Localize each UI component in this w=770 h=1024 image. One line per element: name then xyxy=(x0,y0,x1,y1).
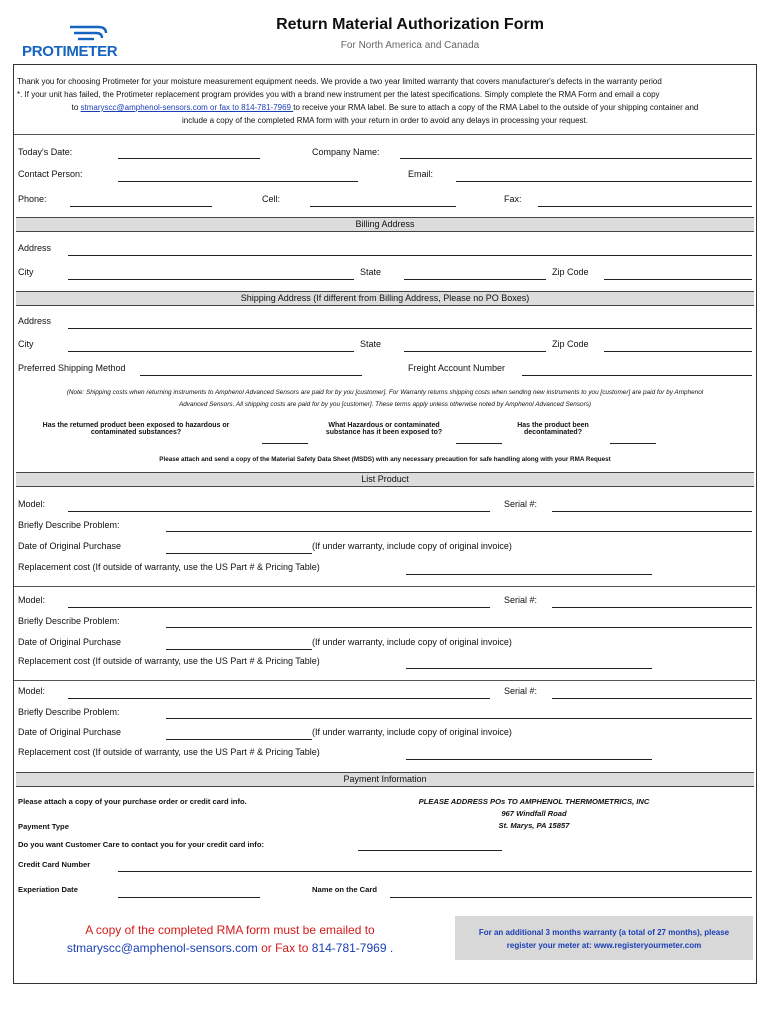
freight-account-label: Freight Account Number xyxy=(408,363,506,373)
shipping-state-label: State xyxy=(360,339,382,349)
billing-city-field[interactable] xyxy=(68,279,354,280)
product-1-warranty-note: (If under warranty, include copy of original invoice) xyxy=(312,541,512,551)
hazard-answer-3[interactable] xyxy=(610,443,656,444)
billing-state-field[interactable] xyxy=(404,279,546,280)
billing-zip-field[interactable] xyxy=(604,279,752,280)
product-1-serial-field[interactable] xyxy=(552,511,752,512)
name-on-card-field[interactable] xyxy=(390,897,752,898)
register-meter-link[interactable]: register your meter at: www.registeryourmeter.com xyxy=(506,941,702,950)
freight-account-field[interactable] xyxy=(522,375,752,376)
rma-email-link[interactable]: stmaryscc@amphenol-sensors.com xyxy=(66,941,258,955)
logo-text: PROTIMETER xyxy=(22,43,118,60)
shipping-city-field[interactable] xyxy=(68,351,354,352)
product-3-replacement-field[interactable] xyxy=(406,759,652,760)
hazard-answer-1[interactable] xyxy=(262,443,308,444)
shipping-zip-label: Zip Code xyxy=(552,339,589,349)
intro-line-2: *. If your unit has failed, the Protimeter replacement program provides you with a brand new instrument per the latest specifications. Simply complete the RMA Form and email a copy xyxy=(17,90,660,99)
billing-zip-label: Zip Code xyxy=(552,267,589,277)
hazard-question-2: What Hazardous or contaminated substance has it been exposed to? xyxy=(325,422,443,436)
product-2-problem-label: Briefly Describe Problem: xyxy=(18,616,120,626)
hazard-answer-2[interactable] xyxy=(456,443,502,444)
billing-heading: Billing Address xyxy=(16,217,754,232)
product-3-problem-field[interactable] xyxy=(166,718,752,719)
product-1-problem-label: Briefly Describe Problem: xyxy=(18,520,120,530)
card-number-field[interactable] xyxy=(118,871,752,872)
product-1-replacement-label: Replacement cost (If outside of warranty, use the US Part # & Pricing Table) xyxy=(18,562,320,572)
fax-field[interactable] xyxy=(538,206,752,207)
product-2-purchase-field[interactable] xyxy=(166,649,312,650)
shipping-method-field[interactable] xyxy=(140,375,362,376)
shipping-heading: Shipping Address (If different from Billing Address, Please no PO Boxes) xyxy=(16,291,754,306)
hazard-question-3: Has the product been decontaminated? xyxy=(517,422,589,436)
product-2-replacement-label: Replacement cost (If outside of warranty, use the US Part # & Pricing Table) xyxy=(18,656,320,666)
intro-line-3: to stmaryscc@amphenol-sensors.com or fax to 814-781-7969 to receive your RMA label. Be sure to attach a copy of the RMA Label to the outside of your shipping container and xyxy=(71,103,699,112)
company-name-label: Company Name: xyxy=(312,147,380,157)
product-3-serial-label: Serial #: xyxy=(504,686,538,696)
todays-date-field[interactable] xyxy=(118,158,260,159)
product-2-warranty-note: (If under warranty, include copy of original invoice) xyxy=(312,637,512,647)
msds-note: Please attach and send a copy of the Material Safety Data Sheet (MSDS) with any necessary precaution for safe handling along with your RMA Request xyxy=(159,456,611,463)
product-3-purchase-label: Date of Original Purchase xyxy=(18,727,122,737)
product-2-problem-field[interactable] xyxy=(166,627,752,628)
company-name-field[interactable] xyxy=(400,158,752,159)
todays-date-label: Today's Date: xyxy=(18,147,73,157)
contact-person-label: Contact Person: xyxy=(18,169,83,179)
hazard-question-1: Has the returned product been exposed to hazardous or contaminated substances? xyxy=(42,422,230,436)
shipping-city-label: City xyxy=(18,339,34,349)
expiration-date-field[interactable] xyxy=(118,897,260,898)
expiration-date-label: Experiation Date xyxy=(18,885,78,894)
email-label: Email: xyxy=(408,169,434,179)
product-1-model-field[interactable] xyxy=(68,511,490,512)
protimeter-swoosh-icon xyxy=(68,24,108,42)
contact-person-field[interactable] xyxy=(118,181,358,182)
warranty-extension-box: For an additional 3 months warranty (a total of 27 months), please register your meter at: www.registeryourmeter.com xyxy=(455,916,753,960)
product-2-purchase-label: Date of Original Purchase xyxy=(18,637,122,647)
product-3-replacement-label: Replacement cost (If outside of warranty, use the US Part # & Pricing Table) xyxy=(18,747,320,757)
product-3-model-field[interactable] xyxy=(68,698,490,699)
product-1-model-label: Model: xyxy=(18,499,46,509)
product-1-problem-field[interactable] xyxy=(166,531,752,532)
rma-fax-number: 814-781-7969 . xyxy=(311,941,394,955)
list-product-heading: List Product xyxy=(16,472,754,487)
product-1-purchase-label: Date of Original Purchase xyxy=(18,541,122,551)
shipping-note-line-1: (Note: Shipping costs when returning instruments to Amphenol Advanced Sensors are paid for by you [customer]. For Warranty returns shipping costs when sending new instruments to you [customer] are paid for by Amphenol xyxy=(66,389,704,396)
email-fax-link[interactable]: stmaryscc@amphenol-sensors.com or fax to 814-781-7969 xyxy=(80,103,294,112)
product-2-model-label: Model: xyxy=(18,595,46,605)
card-number-label: Credit Card Number xyxy=(18,860,91,869)
logo xyxy=(22,22,122,64)
product-3-model-label: Model: xyxy=(18,686,46,696)
customer-care-field[interactable] xyxy=(358,850,502,851)
product-3-problem-label: Briefly Describe Problem: xyxy=(18,707,120,717)
product-1-replacement-field[interactable] xyxy=(406,574,652,575)
intro-line-1: Thank you for choosing Protimeter for your moisture measurement equipment needs. We provide a two year limited warranty that covers manufacturer's defects in the warranty period xyxy=(17,77,662,86)
fax-label: Fax: xyxy=(504,194,522,204)
billing-city-label: City xyxy=(18,267,34,277)
email-reminder: A copy of the completed RMA form must be emailed to stmaryscc@amphenol-sensors.com or Fax to 814-781-7969 . xyxy=(66,923,394,955)
shipping-note-line-2: Advanced Sensors. All shipping costs are paid for by you [customer]. These terms apply unless otherwise noted by Amphenol Advanced Sensors) xyxy=(178,401,592,408)
product-2-model-field[interactable] xyxy=(68,607,490,608)
product-2-serial-field[interactable] xyxy=(552,607,752,608)
shipping-method-label: Preferred Shipping Method xyxy=(18,363,126,373)
product-3-serial-field[interactable] xyxy=(552,698,752,699)
email-field[interactable] xyxy=(456,181,752,182)
shipping-state-field[interactable] xyxy=(404,351,546,352)
cell-label: Cell: xyxy=(262,194,281,204)
page-subtitle: For North America and Canada xyxy=(340,40,480,51)
name-on-card-label: Name on the Card xyxy=(312,885,377,894)
attach-po-note: Please attach a copy of your purchase order or credit card info. xyxy=(18,797,247,806)
customer-care-label: Do you want Customer Care to contact you for your credit card info: xyxy=(18,840,264,849)
payment-heading: Payment Information xyxy=(16,772,754,787)
shipping-address-field[interactable] xyxy=(68,328,752,329)
product-3-warranty-note: (If under warranty, include copy of original invoice) xyxy=(312,727,512,737)
shipping-zip-field[interactable] xyxy=(604,351,752,352)
cell-field[interactable] xyxy=(310,206,456,207)
billing-state-label: State xyxy=(360,267,382,277)
product-2-serial-label: Serial #: xyxy=(504,595,538,605)
po-address: PLEASE ADDRESS POs TO AMPHENOL THERMOMETRICS, INC 967 Windfall Road St. Marys, PA 15857 xyxy=(418,797,650,830)
phone-field[interactable] xyxy=(70,206,212,207)
product-2-replacement-field[interactable] xyxy=(406,668,652,669)
intro-line-4: include a copy of the completed RMA form with your return in order to avoid any delays in processing your request. xyxy=(182,116,588,125)
billing-address-field[interactable] xyxy=(68,255,752,256)
payment-type-label: Payment Type xyxy=(18,822,69,831)
product-1-purchase-field[interactable] xyxy=(166,553,312,554)
page-title: Return Material Authorization Form xyxy=(276,16,544,33)
product-1-serial-label: Serial #: xyxy=(504,499,538,509)
product-3-purchase-field[interactable] xyxy=(166,739,312,740)
shipping-address-label: Address xyxy=(18,316,52,326)
billing-address-label: Address xyxy=(18,243,52,253)
phone-label: Phone: xyxy=(18,194,47,204)
